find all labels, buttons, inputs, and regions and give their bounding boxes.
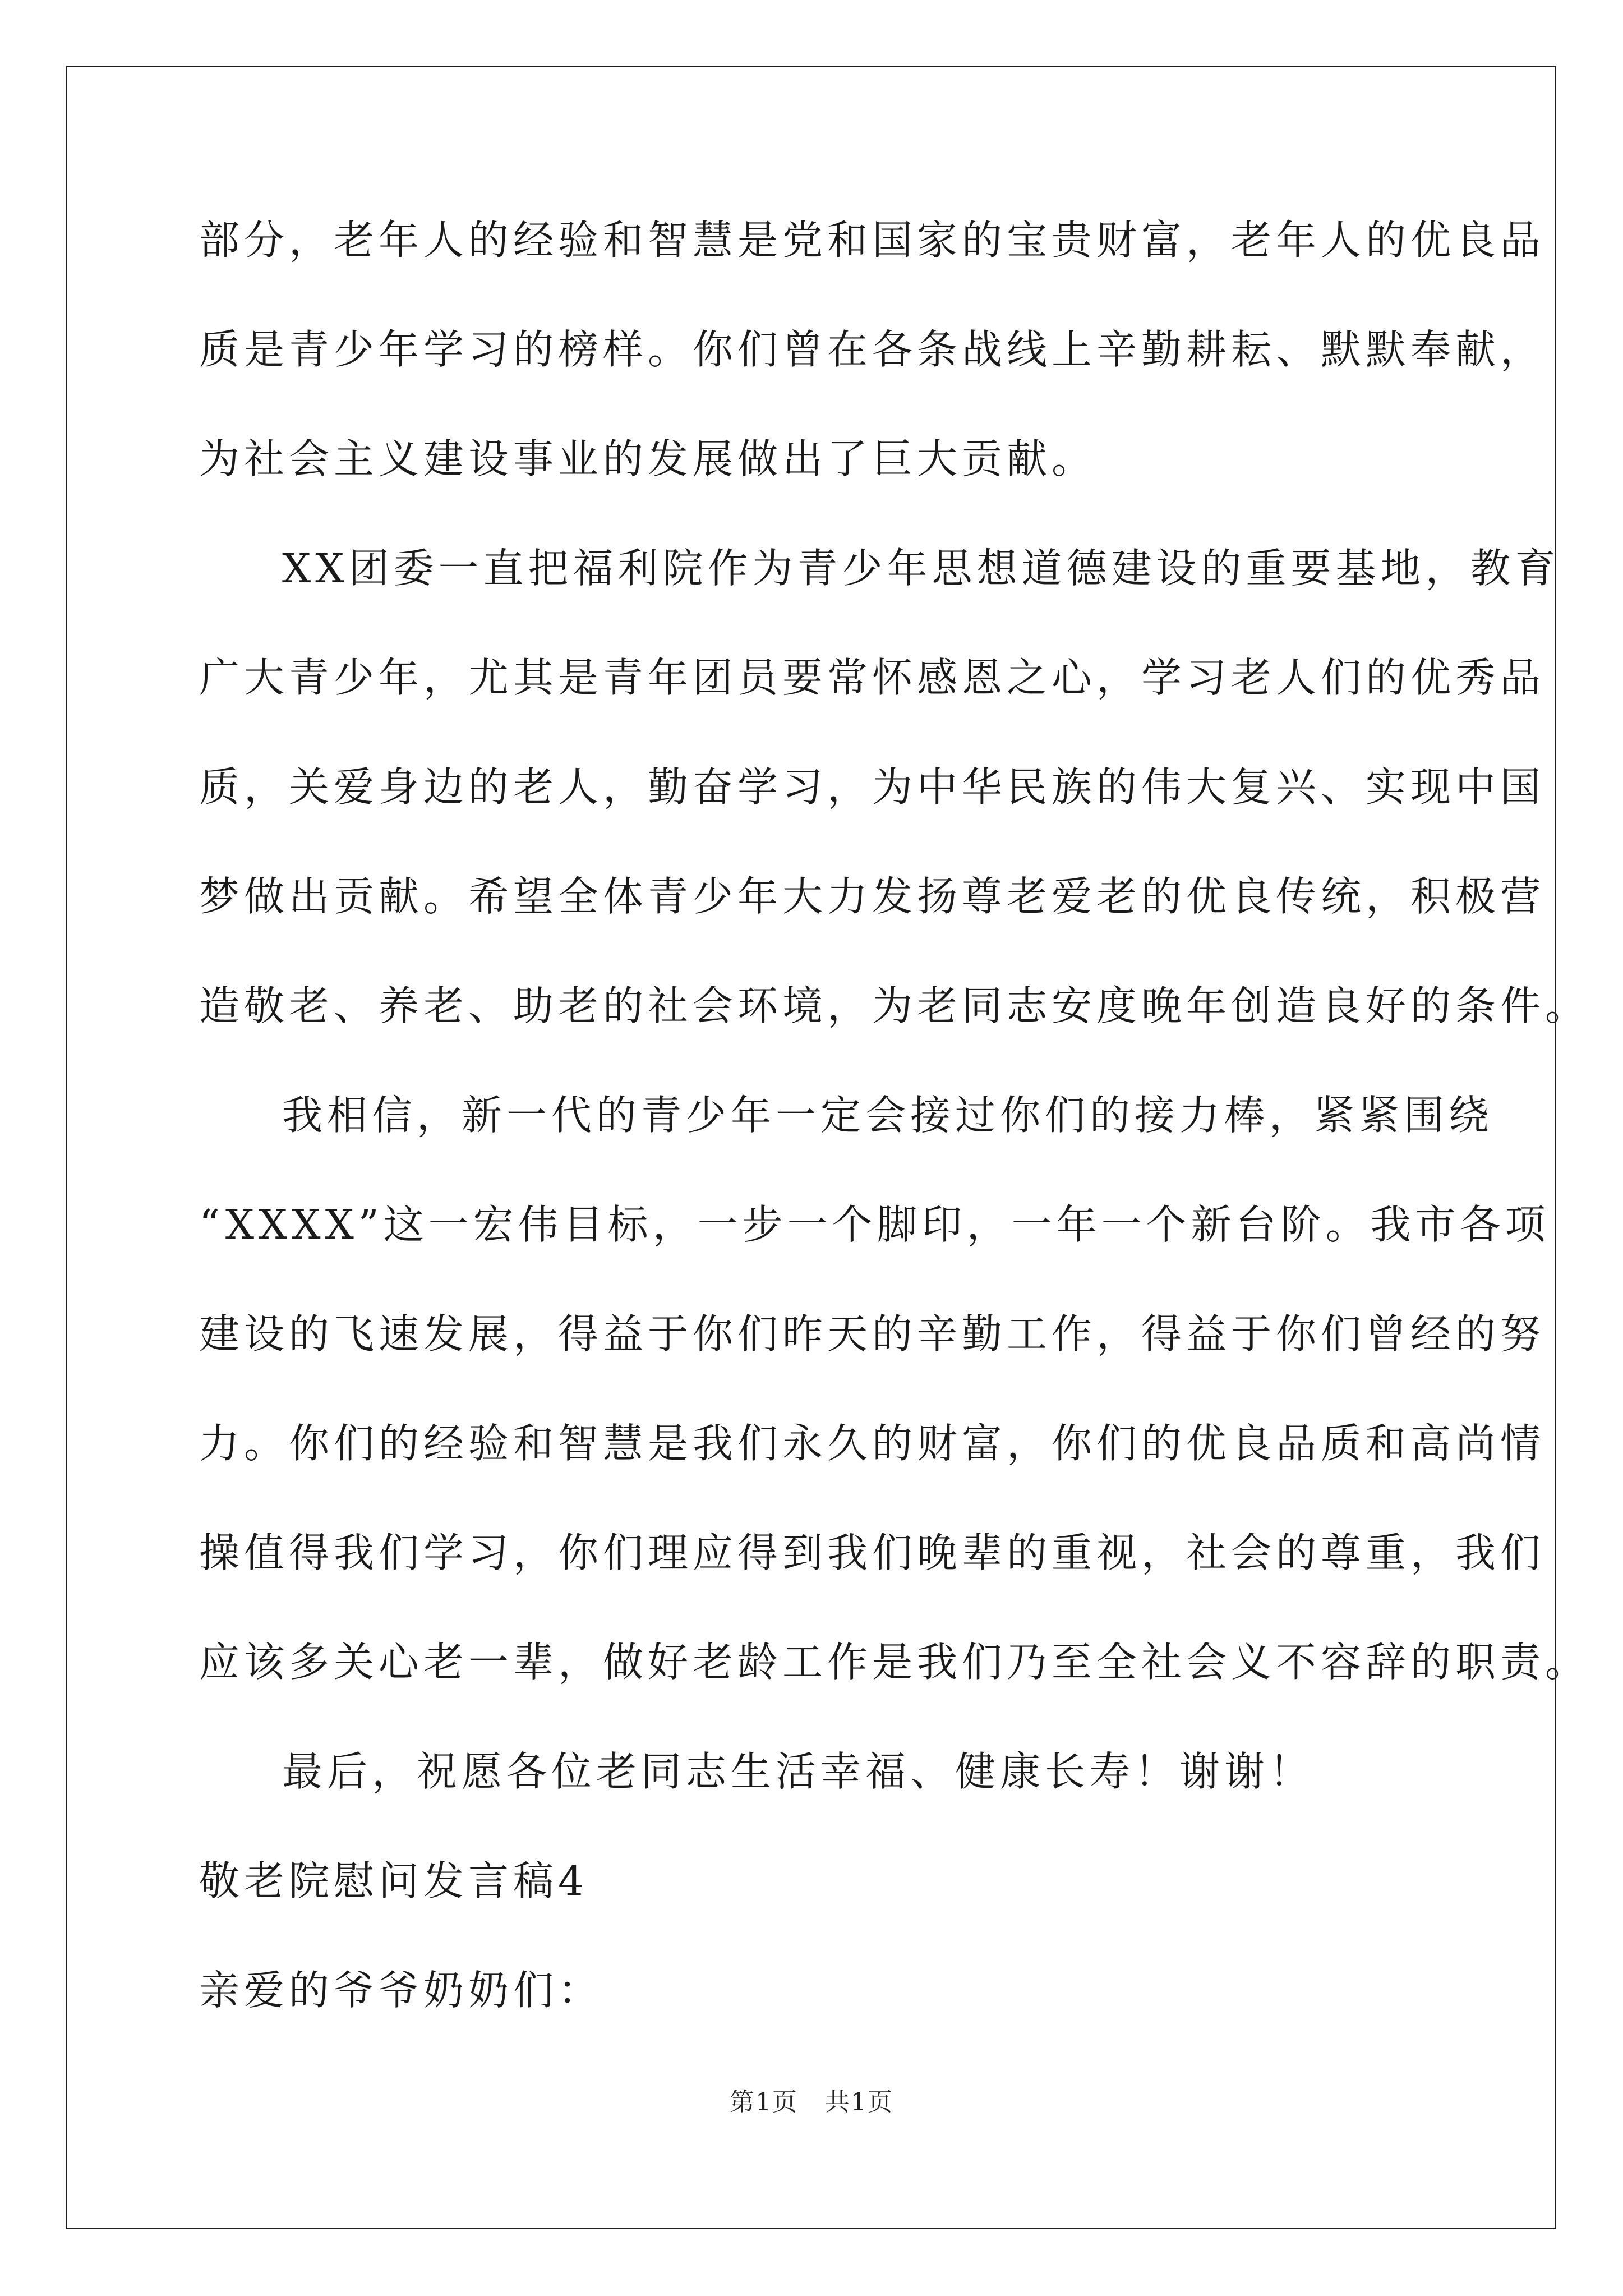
- text-line: 质，关爱身边的老人，勤奋学习，为中华民族的伟大复兴、实现中国: [199, 763, 1546, 811]
- text-line: 造敬老、养老、助老的社会环境，为老同志安度晚年创造良好的条件。: [199, 982, 1590, 1029]
- paragraph-start-line: 我相信，新一代的青少年一定会接过你们的接力棒，紧紧围绕: [282, 1092, 1494, 1139]
- text-line: 广大青少年，尤其是青年团员要常怀感恩之心，学习老人们的优秀品: [199, 654, 1546, 701]
- page-total: 共1页: [825, 2088, 893, 2116]
- text-line: 为社会主义建设事业的发展做出了巨大贡献。: [199, 435, 1097, 482]
- page-number: 第1页: [730, 2088, 798, 2116]
- section-heading: 敬老院慰问发言稿4: [199, 1857, 588, 1904]
- text-line: 部分，老年人的经验和智慧是党和国家的宝贵财富，老年人的优良品: [199, 217, 1546, 264]
- closing-line: 最后，祝愿各位老同志生活幸福、健康长寿！谢谢！: [282, 1748, 1315, 1795]
- salutation: 亲爱的爷爷奶奶们：: [199, 1967, 603, 2014]
- text-line: 梦做出贡献。希望全体青少年大力发扬尊老爱老的优良传统，积极营: [199, 873, 1546, 920]
- text-line: 应该多关心老一辈，做好老龄工作是我们乃至全社会义不容辞的职责。: [199, 1639, 1590, 1686]
- text-line: 建设的飞速发展，得益于你们昨天的辛勤工作，得益于你们曾经的努: [199, 1310, 1546, 1358]
- text-line: 质是青少年学习的榜样。你们曾在各条战线上辛勤耕耘、默默奉献，: [199, 326, 1546, 373]
- text-line: 力。你们的经验和智慧是我们永久的财富，你们的优良品质和高尚情: [199, 1420, 1546, 1467]
- text-line: 操值得我们学习，你们理应得到我们晚辈的重视，社会的尊重，我们: [199, 1529, 1546, 1576]
- page-footer: [0, 2087, 1623, 2118]
- paragraph-start-line: XX团委一直把福利院作为青少年思想道德建设的重要基地，教育: [282, 545, 1560, 592]
- text-line: “XXXX”这一宏伟目标，一步一个脚印，一年一个新台阶。我市各项: [199, 1201, 1550, 1248]
- document-body: [199, 213, 1590, 2073]
